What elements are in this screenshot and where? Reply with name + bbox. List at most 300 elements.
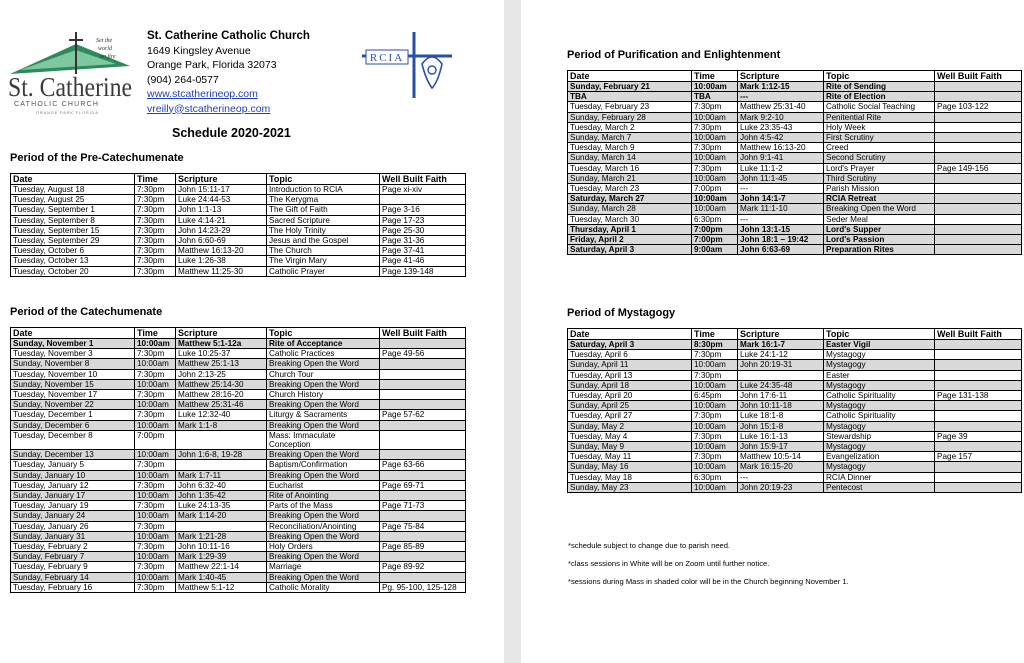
cell-topic: Introduction to RCIA [267, 185, 380, 195]
cell-time: 7:30pm [135, 349, 176, 359]
cell-time: 7:30pm [135, 521, 176, 531]
table-row [11, 572, 466, 582]
cell-date: Sunday, January 17 [11, 491, 135, 501]
cell-time: 7:30pm [135, 266, 176, 276]
cell-well-built-faith: Page xi-xiv [380, 185, 466, 195]
svg-text:St. Catherine: St. Catherine [8, 72, 133, 102]
cell-topic: Breaking Open the Word [267, 400, 380, 410]
cell-date: TBA [568, 92, 692, 102]
cell-scripture: Luke 24:1-12 [738, 350, 824, 360]
cell-date: Sunday, March 28 [568, 204, 692, 214]
cell-well-built-faith [935, 350, 1022, 360]
cell-well-built-faith [935, 214, 1022, 224]
cell-date: Tuesday, September 29 [11, 236, 135, 246]
cell-scripture: Mark 1:12-15 [738, 82, 824, 92]
table-row [568, 370, 1022, 380]
cell-scripture: Matthew 16:13-20 [738, 143, 824, 153]
cell-scripture: John 15:1-8 [738, 421, 824, 431]
cell-topic: Lord's Supper [824, 224, 935, 234]
table-row [568, 224, 1022, 234]
cell-well-built-faith: Page 17-23 [380, 215, 466, 225]
cell-scripture: Mark 1:40-45 [176, 572, 267, 582]
cell-time: 10:00am [692, 173, 738, 183]
table-row [568, 442, 1022, 452]
cell-date: Sunday, May 23 [568, 482, 692, 492]
cell-well-built-faith [380, 572, 466, 582]
rcia-logo [360, 30, 454, 100]
cell-topic: Catholic Practices [267, 349, 380, 359]
church-address-city: Orange Park, Florida 32073 [147, 59, 277, 71]
cell-scripture: Luke 11:1-2 [738, 163, 824, 173]
cell-time: 10:00am [692, 462, 738, 472]
period-title-purification: Period of Purification and Enlightenment [567, 49, 781, 61]
period-title-catechumenate: Period of the Catechumenate [10, 306, 163, 318]
cell-topic: The Holy Trinity [267, 225, 380, 235]
cell-time: TBA [692, 92, 738, 102]
table-row [568, 102, 1022, 112]
cell-topic: Mystagogy [824, 380, 935, 390]
cell-well-built-faith [935, 194, 1022, 204]
cell-well-built-faith: Page 157 [935, 452, 1022, 462]
cell-time: 9:00am [692, 245, 738, 255]
cell-scripture: Matthew 25:14-30 [176, 379, 267, 389]
cell-time: 10:00am [135, 379, 176, 389]
cell-time: 10:00am [692, 133, 738, 143]
cell-date: Sunday, January 24 [11, 511, 135, 521]
cell-time: 10:00am [692, 204, 738, 214]
cell-date: Tuesday, May 18 [568, 472, 692, 482]
cell-topic: Evangelization [824, 452, 935, 462]
cell-well-built-faith [380, 531, 466, 541]
table-catechumenate [10, 327, 466, 593]
cell-date: Sunday, January 31 [11, 531, 135, 541]
table-row [568, 431, 1022, 441]
cell-scripture: John 13:1-15 [738, 224, 824, 234]
email-link[interactable]: vreilly@stcatherineop.com [147, 102, 271, 115]
table-row [11, 511, 466, 521]
cell-time: 7:30pm [135, 460, 176, 470]
cell-scripture: John 20:19-31 [738, 360, 824, 370]
cell-scripture: Luke 10:25-37 [176, 349, 267, 359]
cell-scripture: Luke 1:26-38 [176, 256, 267, 266]
cell-time: 7:30pm [135, 205, 176, 215]
table-row [568, 173, 1022, 183]
cell-scripture: John 6:60-69 [176, 236, 267, 246]
column-header-topic: Topic [824, 71, 935, 82]
cell-well-built-faith [935, 204, 1022, 214]
cell-time: 10:00am [692, 112, 738, 122]
cell-well-built-faith [935, 462, 1022, 472]
cell-time: 10:00am [135, 572, 176, 582]
cell-time: 7:30pm [692, 122, 738, 132]
table-row [11, 236, 466, 246]
cell-time: 7:00pm [692, 184, 738, 194]
cell-well-built-faith [935, 92, 1022, 102]
cell-well-built-faith: Page 25-30 [380, 225, 466, 235]
cell-topic: Breaking Open the Word [267, 572, 380, 582]
cell-well-built-faith: Page 69-71 [380, 480, 466, 490]
cell-topic: Easter Vigil [824, 340, 935, 350]
cell-date: Tuesday, January 5 [11, 460, 135, 470]
cell-time: 10:00am [135, 450, 176, 460]
cell-date: Saturday, April 3 [568, 245, 692, 255]
website-link[interactable]: www.stcatherineop.com [147, 88, 258, 100]
table-row [11, 491, 466, 501]
cell-topic: Holy Week [824, 122, 935, 132]
table-row [568, 153, 1022, 163]
cell-scripture: Matthew 10:5-14 [738, 452, 824, 462]
cell-scripture: John 1:35-42 [176, 491, 267, 501]
svg-text:world: world [98, 46, 113, 52]
cell-scripture: Luke 24:13-35 [176, 501, 267, 511]
cell-topic: Breaking Open the Word [824, 204, 935, 214]
column-header-topic: Topic [267, 328, 380, 339]
column-header-scripture: Scripture [738, 71, 824, 82]
schedule-title: Schedule 2020-2021 [172, 126, 291, 140]
cell-well-built-faith [380, 552, 466, 562]
cell-well-built-faith [380, 400, 466, 410]
cell-time: 6:30pm [692, 472, 738, 482]
table-row [568, 421, 1022, 431]
page-left [0, 0, 504, 663]
table-row [568, 235, 1022, 245]
table-row [11, 359, 466, 369]
cell-scripture: Matthew 25:31-46 [176, 400, 267, 410]
table-row [568, 452, 1022, 462]
cell-well-built-faith: Page 139-148 [380, 266, 466, 276]
cell-well-built-faith [935, 82, 1022, 92]
cell-date: Sunday, February 14 [11, 572, 135, 582]
cell-date: Tuesday, December 1 [11, 410, 135, 420]
cell-scripture: Luke 4:14-21 [176, 215, 267, 225]
cell-date: Tuesday, May 4 [568, 431, 692, 441]
cell-time: 10:00am [135, 511, 176, 521]
table-row [11, 460, 466, 470]
table-row [568, 82, 1022, 92]
cell-scripture: Matthew 25:31-40 [738, 102, 824, 112]
column-header-time: Time [692, 329, 738, 340]
cell-date: Sunday, March 14 [568, 153, 692, 163]
table-mystagogy [567, 328, 1022, 493]
cell-scripture: John 9:1-41 [738, 153, 824, 163]
table-row [11, 400, 466, 410]
cell-scripture: Matthew 5:1-12a [176, 339, 267, 349]
cell-date: Saturday, April 3 [568, 340, 692, 350]
cell-date: Sunday, February 7 [11, 552, 135, 562]
cell-time: 10:00am [692, 360, 738, 370]
table-row [568, 380, 1022, 390]
cell-scripture: John 15:9-17 [738, 442, 824, 452]
cell-scripture: Mark 1:1-8 [176, 420, 267, 430]
cell-time: 7:30pm [135, 215, 176, 225]
table-row [568, 194, 1022, 204]
cell-time: 10:00am [135, 400, 176, 410]
footnotes [568, 541, 849, 595]
column-header-date: Date [568, 71, 692, 82]
cell-date: Tuesday, April 20 [568, 391, 692, 401]
cell-topic: Seder Meal [824, 214, 935, 224]
table-row [568, 350, 1022, 360]
cell-topic: Catholic Spirituality [824, 411, 935, 421]
cell-topic: Breaking Open the Word [267, 420, 380, 430]
table-row [11, 339, 466, 349]
cell-date: Sunday, November 15 [11, 379, 135, 389]
cell-time: 7:30pm [692, 163, 738, 173]
cell-date: Tuesday, March 2 [568, 122, 692, 132]
column-header-time: Time [135, 328, 176, 339]
cell-time: 10:00am [692, 442, 738, 452]
cell-time: 7:30pm [135, 562, 176, 572]
cell-time: 7:30pm [135, 390, 176, 400]
cell-topic: Second Scrutiny [824, 153, 935, 163]
cell-time: 10:00am [692, 482, 738, 492]
cell-time: 10:00am [692, 153, 738, 163]
cell-scripture: Luke 12:32-40 [176, 410, 267, 420]
cell-date: Tuesday, November 17 [11, 390, 135, 400]
cell-topic: Lord's Passion [824, 235, 935, 245]
cell-topic: Breaking Open the Word [267, 511, 380, 521]
cell-scripture: John 14:1-7 [738, 194, 824, 204]
cell-time: 7:30pm [692, 411, 738, 421]
cell-date: Tuesday, August 25 [11, 195, 135, 205]
cell-scripture [176, 430, 267, 449]
cell-time: 10:00am [692, 380, 738, 390]
table-row [568, 411, 1022, 421]
cell-well-built-faith [380, 379, 466, 389]
cell-topic: Third Scrutiny [824, 173, 935, 183]
cell-scripture: Mark 1:7-11 [176, 470, 267, 480]
cell-scripture: John 15:11-17 [176, 185, 267, 195]
cell-topic: Mystagogy [824, 401, 935, 411]
cell-scripture: Mark 16:1-7 [738, 340, 824, 350]
column-header-time: Time [692, 71, 738, 82]
cell-topic: Reconciliation/Anointing [267, 521, 380, 531]
cell-topic: The Church [267, 246, 380, 256]
cell-date: Sunday, December 13 [11, 450, 135, 460]
cell-well-built-faith [380, 450, 466, 460]
cell-well-built-faith [935, 112, 1022, 122]
cell-topic: Penitential Rite [824, 112, 935, 122]
table-pre-catechumenate [10, 173, 466, 277]
cell-scripture: Matthew 11:25-30 [176, 266, 267, 276]
cell-date: Thursday, April 1 [568, 224, 692, 234]
column-header-well-built-faith: Well Built Faith [380, 174, 466, 185]
period-title-mystagogy: Period of Mystagogy [567, 307, 676, 319]
cell-time: 10:00am [135, 491, 176, 501]
cell-well-built-faith [935, 153, 1022, 163]
cell-well-built-faith [380, 511, 466, 521]
cell-topic: Marriage [267, 562, 380, 572]
cell-topic: Parts of the Mass [267, 501, 380, 511]
cell-well-built-faith [380, 195, 466, 205]
table-row [11, 215, 466, 225]
cell-time: 7:30pm [135, 582, 176, 592]
table-row [568, 122, 1022, 132]
cell-scripture: --- [738, 184, 824, 194]
cell-time: 7:00pm [135, 430, 176, 449]
column-header-topic: Topic [267, 174, 380, 185]
cell-time: 10:00am [692, 421, 738, 431]
cell-topic: Rite of Anointing [267, 491, 380, 501]
cell-well-built-faith [935, 184, 1022, 194]
church-phone: (904) 264-0577 [147, 73, 219, 86]
table-row [11, 349, 466, 359]
cell-well-built-faith [935, 401, 1022, 411]
cell-well-built-faith: Page 103-122 [935, 102, 1022, 112]
cell-well-built-faith [380, 339, 466, 349]
cell-time: 7:30pm [135, 410, 176, 420]
table-row [11, 582, 466, 592]
cell-date: Sunday, May 2 [568, 421, 692, 431]
cell-well-built-faith [380, 470, 466, 480]
cell-time: 7:30pm [135, 501, 176, 511]
cell-scripture: John 6:32-40 [176, 480, 267, 490]
page-gutter [504, 0, 521, 663]
cell-well-built-faith: Page 149-156 [935, 163, 1022, 173]
cell-topic: Breaking Open the Word [267, 552, 380, 562]
note-schedule: *schedule subject to change due to parish need. [568, 541, 731, 550]
table-purification [567, 70, 1022, 255]
cell-date: Tuesday, September 1 [11, 205, 135, 215]
cell-scripture: Mark 1:29-39 [176, 552, 267, 562]
church-address-street: 1649 Kingsley Avenue [147, 44, 251, 57]
cell-date: Tuesday, March 30 [568, 214, 692, 224]
cell-time: 7:00pm [692, 235, 738, 245]
cell-topic: Breaking Open the Word [267, 450, 380, 460]
table-row [568, 214, 1022, 224]
cell-scripture: John 1:6-8, 19-28 [176, 450, 267, 460]
cell-topic: Holy Orders [267, 542, 380, 552]
cell-topic: Mystagogy [824, 350, 935, 360]
cell-date: Tuesday, September 15 [11, 225, 135, 235]
cell-topic: Pentecost [824, 482, 935, 492]
table-row [11, 195, 466, 205]
table-row [11, 552, 466, 562]
cell-scripture [176, 460, 267, 470]
cell-time: 7:30pm [692, 350, 738, 360]
cell-well-built-faith [380, 390, 466, 400]
svg-text:ORANGE PARK FLORIDA: ORANGE PARK FLORIDA [36, 110, 99, 115]
cell-date: Tuesday, February 23 [568, 102, 692, 112]
cell-scripture: Mark 9:2-10 [738, 112, 824, 122]
cell-well-built-faith: Page 89-92 [380, 562, 466, 572]
cell-topic: Catholic Morality [267, 582, 380, 592]
column-header-well-built-faith: Well Built Faith [935, 71, 1022, 82]
cell-date: Sunday, February 21 [568, 82, 692, 92]
table-row [568, 482, 1022, 492]
table-row [11, 542, 466, 552]
table-row [568, 360, 1022, 370]
table-row [11, 246, 466, 256]
cell-scripture: John 1:1-13 [176, 205, 267, 215]
cell-well-built-faith: Page 75-84 [380, 521, 466, 531]
cell-date: Tuesday, March 16 [568, 163, 692, 173]
svg-text:RCIA: RCIA [369, 52, 405, 64]
cell-topic: Mystagogy [824, 360, 935, 370]
cell-scripture: John 6:63-69 [738, 245, 824, 255]
cell-date: Sunday, March 7 [568, 133, 692, 143]
cell-date: Saturday, March 27 [568, 194, 692, 204]
cell-time: 10:00am [692, 82, 738, 92]
column-header-time: Time [135, 174, 176, 185]
column-header-well-built-faith: Well Built Faith [380, 328, 466, 339]
period-title-pre-catechumenate: Period of the Pre-Catechumenate [10, 152, 184, 164]
cell-well-built-faith: Page 131-138 [935, 391, 1022, 401]
cell-time: 10:00am [135, 420, 176, 430]
table-row [11, 480, 466, 490]
cell-scripture: Matthew 28:16-20 [176, 390, 267, 400]
column-header-date: Date [11, 328, 135, 339]
table-row [568, 184, 1022, 194]
cell-topic: RCIA Retreat [824, 194, 935, 204]
cell-scripture: John 4:5-42 [738, 133, 824, 143]
cell-scripture: John 2:13-25 [176, 369, 267, 379]
cell-scripture: Luke 24:44-53 [176, 195, 267, 205]
cell-date: Tuesday, April 6 [568, 350, 692, 360]
column-header-scripture: Scripture [738, 329, 824, 340]
cell-date: Sunday, April 11 [568, 360, 692, 370]
cell-scripture: Mark 1:21-28 [176, 531, 267, 541]
cell-scripture: Luke 23:35-43 [738, 122, 824, 132]
cell-topic: Breaking Open the Word [267, 359, 380, 369]
cell-scripture: Mark 16:15-20 [738, 462, 824, 472]
cell-date: Sunday, January 10 [11, 470, 135, 480]
table-row [568, 204, 1022, 214]
cell-well-built-faith [935, 143, 1022, 153]
cell-time: 10:00am [692, 194, 738, 204]
cell-well-built-faith: Page 31-36 [380, 236, 466, 246]
cell-topic: Easter [824, 370, 935, 380]
cell-well-built-faith [935, 173, 1022, 183]
cell-time: 7:30pm [135, 236, 176, 246]
table-row [11, 205, 466, 215]
cell-time: 10:00am [135, 359, 176, 369]
cell-scripture: John 14:23-29 [176, 225, 267, 235]
cell-well-built-faith [380, 491, 466, 501]
cell-time: 7:30pm [135, 256, 176, 266]
cell-scripture: --- [738, 92, 824, 102]
cell-time: 7:30pm [692, 102, 738, 112]
column-header-scripture: Scripture [176, 174, 267, 185]
table-row [11, 420, 466, 430]
cell-scripture: John 11:1-45 [738, 173, 824, 183]
cell-date: Tuesday, April 13 [568, 370, 692, 380]
table-row [11, 390, 466, 400]
cell-time: 10:00am [135, 552, 176, 562]
cell-scripture: Luke 24:35-48 [738, 380, 824, 390]
cell-time: 10:00am [135, 470, 176, 480]
cell-date: Tuesday, October 20 [11, 266, 135, 276]
cell-scripture: Luke 16:1-13 [738, 431, 824, 441]
cell-date: Tuesday, October 6 [11, 246, 135, 256]
cell-time: 7:30pm [692, 370, 738, 380]
cell-topic: Eucharist [267, 480, 380, 490]
cell-well-built-faith: Page 57-62 [380, 410, 466, 420]
note-church: *sessions during Mass in shaded color will be in the Church beginning November 1. [568, 577, 849, 586]
cell-topic: Rite of Acceptance [267, 339, 380, 349]
cell-date: Sunday, February 28 [568, 112, 692, 122]
table-row [11, 410, 466, 420]
cell-time: 6:30pm [692, 214, 738, 224]
table-row [11, 369, 466, 379]
cell-topic: Church History [267, 390, 380, 400]
cell-date: Tuesday, March 9 [568, 143, 692, 153]
cell-scripture: Matthew 5:1-12 [176, 582, 267, 592]
cell-date: Tuesday, February 9 [11, 562, 135, 572]
table-row [568, 340, 1022, 350]
table-row [568, 112, 1022, 122]
cell-well-built-faith [935, 133, 1022, 143]
